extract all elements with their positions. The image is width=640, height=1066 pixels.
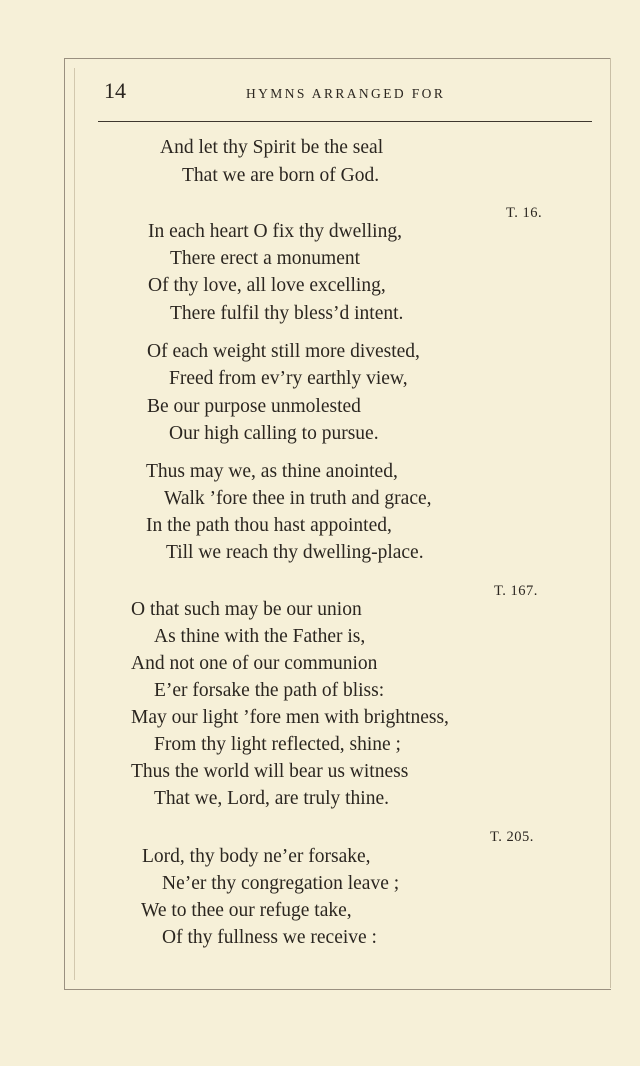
verse-line: We to thee our refuge take, <box>141 900 352 921</box>
inner-margin-line <box>74 68 75 980</box>
page-number: 14 <box>104 78 126 103</box>
verse-line: In each heart O fix thy dwelling, <box>148 221 402 242</box>
verse-line: In the path thou hast appointed, <box>146 515 392 536</box>
verse-line: Of each weight still more divested, <box>147 341 420 362</box>
verse-line: May our light ’fore men with brightness, <box>131 707 449 728</box>
tune-number: T. 167. <box>494 583 538 599</box>
verse-line: O that such may be our union <box>131 599 362 620</box>
verse-line: Of thy love, all love excelling, <box>148 275 386 296</box>
verse-line: Our high calling to pursue. <box>169 423 379 444</box>
verse-line: Walk ’fore thee in truth and grace, <box>164 488 432 509</box>
running-head: HYMNS ARRANGED FOR <box>246 86 446 101</box>
verse-line: Be our purpose unmolested <box>147 396 361 417</box>
tune-number: T. 16. <box>506 205 543 221</box>
verse-line: There erect a monument <box>170 248 361 269</box>
verse-line: Freed from ev’ry earthly view, <box>169 368 408 389</box>
verse-line: Till we reach thy dwelling-place. <box>166 542 424 563</box>
verse-line: E’er forsake the path of bliss: <box>154 680 385 701</box>
verse-line: Thus the world will bear us witness <box>131 761 409 782</box>
verse-line: Ne’er thy congregation leave ; <box>162 873 400 894</box>
verse-line: There fulfil thy bless’d intent. <box>170 303 404 324</box>
verse-line: Of thy fullness we receive : <box>162 927 377 948</box>
verse-line: From thy light reflected, shine ; <box>154 734 401 755</box>
verse-line: That we are born of God. <box>182 165 380 186</box>
verse-line: And let thy Spirit be the seal <box>160 137 384 158</box>
tune-number: T. 205. <box>490 829 534 845</box>
verse-line: As thine with the Father is, <box>154 626 366 647</box>
verse-line: Thus may we, as thine anointed, <box>146 461 398 482</box>
header-rule <box>98 121 592 122</box>
page-frame-right-edge <box>610 58 611 988</box>
verse-line: And not one of our communion <box>131 653 378 674</box>
verse-line: Lord, thy body ne’er forsake, <box>142 846 371 867</box>
page-header <box>104 78 584 110</box>
verse-line: That we, Lord, are truly thine. <box>154 788 389 809</box>
